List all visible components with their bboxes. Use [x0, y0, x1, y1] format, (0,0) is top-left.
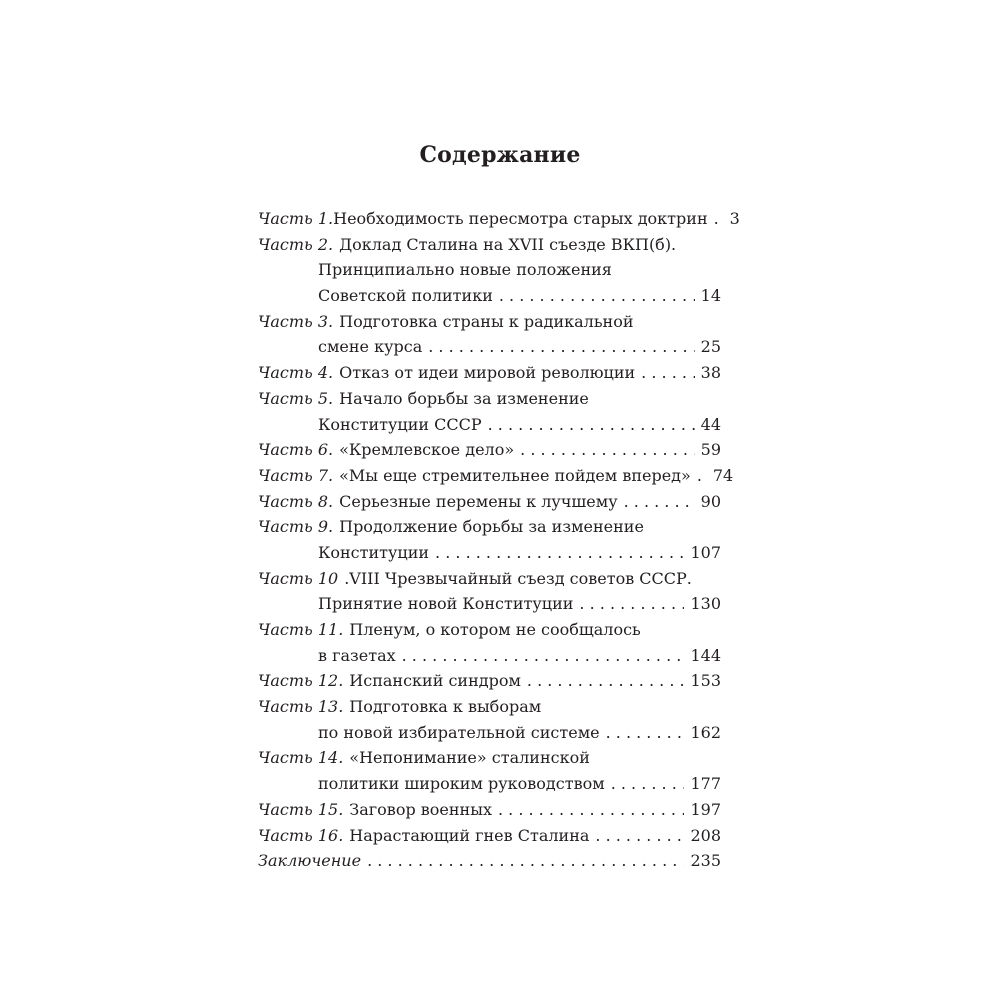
- toc-entry: [258, 360, 721, 386]
- toc-entry: [258, 668, 721, 694]
- toc-line: [258, 745, 721, 771]
- toc-part-label: Часть 9.: [258, 517, 334, 537]
- toc-page-number: 177: [690, 774, 721, 794]
- toc-line: [258, 617, 721, 643]
- page-title: Содержание: [419, 142, 581, 168]
- dot-leader: [367, 848, 684, 874]
- toc-part-label: Часть 14.: [258, 748, 344, 768]
- toc-page-number: 25: [700, 337, 721, 357]
- toc-line: [258, 643, 721, 669]
- toc-part-label: Часть 12.: [258, 671, 344, 691]
- toc-line-text: Начало борьбы за изменение: [339, 388, 589, 408]
- toc-page-number: 130: [690, 594, 721, 614]
- toc-page-number: 38: [700, 363, 721, 383]
- dot-leader: [499, 283, 695, 309]
- dot-leader: [498, 797, 684, 823]
- table-of-contents: [258, 206, 740, 874]
- toc-line: [258, 489, 721, 515]
- toc-entry: [258, 232, 721, 309]
- toc-page-number: 162: [690, 722, 721, 742]
- toc-line-text: Продолжение борьбы за изменение: [339, 517, 644, 537]
- toc-line-text: Доклад Сталина на XVII съезде ВКП(б).: [339, 234, 677, 254]
- toc-entry: [258, 566, 721, 617]
- toc-line: [258, 257, 721, 283]
- toc-part-label: Часть 11.: [258, 620, 344, 639]
- toc-entry: [258, 514, 721, 565]
- toc-page-number: 197: [690, 799, 721, 819]
- dot-leader: [402, 643, 685, 669]
- toc-entry: [258, 823, 721, 849]
- toc-line: [258, 283, 721, 309]
- toc-line-text: в газетах: [318, 645, 396, 665]
- toc-entry: [258, 309, 721, 360]
- toc-part-label: Часть 7.: [258, 465, 334, 485]
- toc-line-text: «Кремлевское дело»: [339, 440, 515, 460]
- toc-line: [258, 437, 721, 463]
- toc-line: [258, 566, 721, 592]
- toc-page-number: 153: [690, 671, 721, 691]
- toc-entry: [258, 463, 734, 489]
- toc-line: [258, 668, 721, 694]
- toc-entry: [258, 489, 721, 515]
- toc-part-label: Часть 4.: [258, 363, 334, 383]
- toc-page-number: 59: [700, 440, 721, 460]
- toc-entry: [258, 848, 721, 874]
- toc-page-number: 3: [729, 209, 740, 228]
- toc-line-text: Заговор военных: [349, 799, 492, 819]
- toc-line-text: Принципиально новые положения: [318, 260, 612, 280]
- dot-leader: [579, 591, 684, 617]
- toc-part-label: Часть 1.: [258, 209, 334, 228]
- toc-page-number: 14: [700, 286, 721, 306]
- dot-leader: [714, 206, 724, 232]
- dot-leader: [641, 360, 694, 386]
- toc-line: [258, 334, 721, 360]
- toc-line-text: Отказ от идеи мировой революции: [339, 363, 636, 383]
- toc-line: [258, 823, 721, 849]
- toc-line-text: Испанский синдром: [349, 671, 521, 691]
- toc-line: [258, 720, 721, 746]
- toc-line-text: Советской политики: [318, 286, 493, 306]
- toc-line: [258, 386, 721, 412]
- toc-page-number: 44: [700, 414, 721, 434]
- toc-line-text: по новой избирательной системе: [318, 722, 600, 742]
- toc-line-text: Подготовка страны к радикальной: [339, 311, 634, 331]
- dot-leader: [527, 668, 685, 694]
- dot-leader: [611, 771, 685, 797]
- toc-entry: [258, 797, 721, 823]
- toc-line: [258, 309, 721, 335]
- toc-part-label: Часть 3.: [258, 311, 334, 331]
- toc-entry: [258, 745, 721, 796]
- toc-entry: [258, 437, 721, 463]
- dot-leader: [488, 412, 695, 438]
- dot-leader: [428, 334, 694, 360]
- toc-entry: [258, 694, 721, 745]
- dot-leader: [697, 463, 707, 489]
- toc-line-text: Пленум, о котором не сообщалось: [349, 620, 641, 639]
- toc-line-text: Необходимость пересмотра старых доктрин: [333, 209, 708, 228]
- toc-line-text: Конституции: [318, 542, 430, 562]
- toc-line-text: Нарастающий гнев Сталина: [349, 825, 590, 845]
- toc-line-text: «Непонимание» сталинской: [349, 748, 590, 768]
- toc-part-label: Часть 2.: [258, 234, 334, 254]
- toc-line-text: Подготовка к выборам: [349, 697, 542, 717]
- toc-line: [258, 848, 721, 874]
- toc-line-text: смене курса: [318, 337, 423, 357]
- toc-line-text: политики широким руководством: [318, 774, 605, 794]
- toc-page-number: 208: [690, 825, 721, 845]
- toc-line: [258, 412, 721, 438]
- toc-entry: [258, 206, 740, 232]
- toc-part-label: Часть 15.: [258, 799, 344, 819]
- toc-line-text: Принятие новой Конституции: [318, 594, 574, 614]
- toc-part-label: Часть 16.: [258, 825, 344, 845]
- dot-leader: [520, 437, 695, 463]
- toc-line: [258, 694, 721, 720]
- toc-part-label: Часть 5.: [258, 388, 334, 408]
- dot-leader: [606, 720, 685, 746]
- toc-line: [258, 540, 721, 566]
- toc-line: [258, 797, 721, 823]
- toc-page-number: 235: [690, 851, 721, 871]
- toc-part-label: Часть 6.: [258, 440, 334, 460]
- dot-leader: [624, 489, 695, 515]
- toc-part-label: Часть 8.: [258, 491, 334, 511]
- toc-part-label: Заключение: [258, 851, 362, 871]
- dot-leader: [595, 823, 684, 849]
- toc-part-label: Часть 10: [258, 568, 339, 588]
- toc-entry: [258, 386, 721, 437]
- toc-line: [258, 206, 740, 232]
- toc-page-number: 144: [690, 645, 721, 665]
- toc-line: [258, 771, 721, 797]
- toc-line: [258, 514, 721, 540]
- dot-leader: [435, 540, 684, 566]
- toc-line-text: Конституции СССР: [318, 414, 482, 434]
- toc-page-number: 74: [712, 465, 734, 485]
- toc-line: [258, 463, 734, 489]
- toc-line: [258, 232, 721, 258]
- toc-part-label: Часть 13.: [258, 697, 344, 717]
- toc-line: [258, 360, 721, 386]
- toc-entry: [258, 617, 721, 668]
- toc-page-number: 107: [690, 542, 721, 562]
- toc-line: [258, 591, 721, 617]
- toc-line-text: .VIII Чрезвычайный съезд советов СССР.: [344, 568, 692, 588]
- toc-line-text: Серьезные перемены к лучшему: [339, 491, 618, 511]
- toc-page-number: 90: [700, 491, 721, 511]
- toc-line-text: «Мы еще стремительнее пойдем вперед»: [339, 465, 691, 485]
